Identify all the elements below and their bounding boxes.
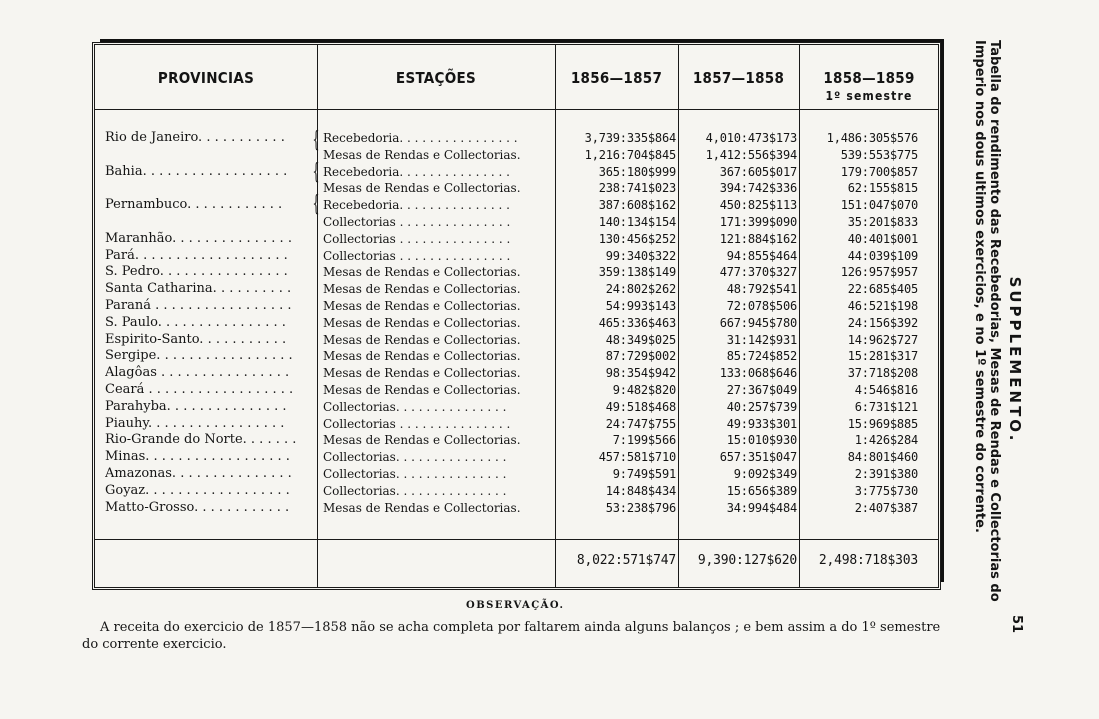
brace-pernambuco: { [312, 192, 320, 217]
table-row [95, 416, 938, 432]
station-cell: Mesas de Rendas e Collectorias. [323, 299, 521, 313]
table-row [95, 180, 938, 196]
value-1857-1858: 367:605$017 [719, 164, 797, 179]
value-1858-1859: 1,486:305$576 [826, 131, 918, 145]
table-row [95, 147, 938, 163]
header-1858-1859: 1858—1859 [823, 69, 915, 87]
value-1858-1859: 2:407$387 [854, 500, 918, 515]
value-1857-1858: 48:792$541 [726, 282, 797, 297]
province-cell: Matto-Grosso. . . . . . . . . . . . [105, 499, 290, 515]
value-1858-1859: 6:731$121 [854, 399, 918, 414]
header-provincias: PROVINCIAS [157, 69, 255, 87]
value-1857-1858: 72:078$506 [726, 299, 797, 313]
station-cell: Collectorias . . . . . . . . . . . . . . . [323, 416, 511, 431]
value-1857-1858: 657:351$047 [719, 450, 797, 465]
station-cell: Collectorias. . . . . . . . . . . . . . . [323, 399, 507, 414]
province-cell: Pernambuco. . . . . . . . . . . . [105, 197, 283, 213]
province-cell: S. Paulo. . . . . . . . . . . . . . . . [105, 314, 286, 330]
station-cell: Collectorias . . . . . . . . . . . . . . . [323, 215, 511, 229]
province-cell: Alagôas . . . . . . . . . . . . . . . . [105, 365, 290, 381]
value-1857-1858: 34:994$484 [726, 500, 797, 515]
value-1856-1857: 87:729$002 [605, 349, 676, 364]
value-1857-1858: 477:370$327 [719, 265, 797, 280]
table-row [95, 466, 938, 482]
table-row [95, 248, 938, 264]
province-cell: Maranhão. . . . . . . . . . . . . . . [105, 230, 292, 246]
value-1858-1859: 2:391$380 [854, 467, 918, 481]
value-1856-1857: 9:482$820 [612, 383, 676, 397]
value-1857-1858: 15:010$930 [726, 433, 797, 448]
value-1857-1858: 667:945$780 [719, 315, 797, 330]
value-1858-1859: 46:521$198 [847, 299, 918, 313]
province-cell: Ceará . . . . . . . . . . . . . . . . . . [105, 382, 294, 397]
province-cell: Paraná . . . . . . . . . . . . . . . . . [105, 298, 292, 313]
province-cell: Rio de Janeiro. . . . . . . . . . . [105, 130, 285, 145]
value-1858-1859: 15:281$317 [847, 349, 918, 364]
value-1858-1859: 40:401$001 [847, 231, 918, 246]
value-1858-1859: 62:155$815 [847, 181, 918, 196]
station-cell: Mesas de Rendas e Collectorias. [323, 433, 521, 448]
province-cell: Piauhy. . . . . . . . . . . . . . . . . [105, 415, 285, 431]
province-cell: Minas. . . . . . . . . . . . . . . . . . [105, 449, 290, 465]
station-cell: Mesas de Rendas e Collectorias. [323, 147, 521, 162]
station-cell: Collectorias . . . . . . . . . . . . . . . [323, 248, 511, 263]
brace-rio: { [312, 128, 320, 153]
value-1856-1857: 359:138$149 [598, 265, 676, 280]
table-row [95, 332, 938, 348]
province-cell: Goyaz. . . . . . . . . . . . . . . . . . [105, 482, 290, 498]
value-1857-1858: 31:142$931 [726, 332, 797, 347]
value-1858-1859: 1:426$284 [854, 433, 918, 448]
value-1857-1858: 1,412:556$394 [705, 147, 797, 162]
value-1857-1858: 394:742$336 [719, 181, 797, 196]
value-1858-1859: 14:962$727 [847, 332, 918, 347]
value-1856-1857: 7:199$566 [612, 433, 676, 448]
side-caption-block [944, 40, 1024, 680]
value-1857-1858: 40:257$739 [726, 399, 797, 414]
header-1858-1859-sub: 1º semestre [825, 89, 913, 103]
table-row [95, 197, 938, 213]
table-row [95, 365, 938, 381]
station-cell: Mesas de Rendas e Collectorias. [323, 332, 521, 347]
province-cell: Sergipe. . . . . . . . . . . . . . . . . [105, 348, 293, 364]
province-cell: Pará. . . . . . . . . . . . . . . . . . . [105, 247, 288, 263]
value-1856-1857: 98:354$942 [605, 366, 676, 381]
value-1858-1859: 44:039$109 [847, 248, 918, 263]
value-1858-1859: 22:685$405 [847, 282, 918, 297]
table-row [95, 500, 938, 516]
table-row [95, 432, 938, 448]
value-1857-1858: 15:656$389 [726, 483, 797, 498]
province-cell: Rio-Grande do Norte. . . . . . . [105, 432, 297, 448]
brace-bahia: { [312, 160, 320, 185]
table-row [95, 382, 938, 398]
value-1857-1858: 49:933$301 [726, 416, 797, 431]
station-cell: Recebedoria. . . . . . . . . . . . . . . . [323, 131, 518, 145]
header-1856-1857: 1856—1857 [570, 69, 663, 87]
value-1857-1858: 85:724$852 [726, 349, 797, 364]
value-1858-1859: 4:546$816 [854, 383, 918, 397]
station-cell: Mesas de Rendas e Collectorias. [323, 366, 521, 381]
table-row [95, 164, 938, 180]
value-1858-1859: 37:718$208 [847, 366, 918, 381]
value-1858-1859: 126:957$957 [840, 265, 918, 280]
station-cell: Recebedoria. . . . . . . . . . . . . . . [323, 164, 510, 179]
province-cell: Parahyba. . . . . . . . . . . . . . . [105, 398, 287, 414]
value-1857-1858: 27:367$049 [726, 383, 797, 397]
province-cell: S. Pedro. . . . . . . . . . . . . . . . [105, 264, 288, 280]
station-cell: Mesas de Rendas e Collectorias. [323, 181, 521, 196]
station-cell: Mesas de Rendas e Collectorias. [323, 349, 521, 364]
value-1856-1857: 1,216:704$845 [584, 147, 676, 162]
value-1856-1857: 3,739:335$864 [584, 131, 676, 145]
table-row [95, 231, 938, 247]
value-1856-1857: 53:238$796 [605, 500, 676, 515]
station-cell: Mesas de Rendas e Collectorias. [323, 383, 521, 397]
province-cell: Espirito-Santo. . . . . . . . . . . [105, 331, 287, 347]
value-1856-1857: 140:134$154 [598, 215, 676, 229]
value-1856-1857: 387:608$162 [598, 198, 676, 213]
station-cell: Mesas de Rendas e Collectorias. [323, 265, 521, 280]
value-1857-1858: 4,010:473$173 [705, 131, 797, 145]
table-row [95, 214, 938, 230]
value-1858-1859: 35:201$833 [847, 215, 918, 229]
observation-text: A receita do exercicio de 1857—1858 não se acha completa por faltarem ainda alguns balanços ; e bem assim a do 1º semestre do corrente exercicio. [82, 620, 941, 652]
value-1856-1857: 54:993$143 [605, 299, 676, 313]
table-row [95, 348, 938, 364]
value-1856-1857: 365:180$999 [598, 164, 676, 179]
station-cell: Collectorias. . . . . . . . . . . . . . . [323, 467, 507, 481]
table-row [95, 315, 938, 331]
table-row [95, 298, 938, 314]
value-1856-1857: 24:802$262 [605, 282, 676, 297]
province-cell: Santa Catharina. . . . . . . . . . [105, 281, 292, 297]
value-1856-1857: 99:340$322 [605, 248, 676, 263]
value-1858-1859: 3:775$730 [854, 483, 918, 498]
total-1857-1858: 9,390:127$620 [697, 553, 797, 568]
value-1856-1857: 130:456$252 [598, 231, 676, 246]
station-cell: Mesas de Rendas e Collectorias. [323, 282, 521, 297]
value-1857-1858: 121:884$162 [719, 231, 797, 246]
table-row [95, 281, 938, 297]
table-row [95, 399, 938, 415]
station-cell: Recebedoria. . . . . . . . . . . . . . . [323, 198, 510, 213]
value-1857-1858: 94:855$464 [726, 248, 797, 263]
total-1856-1857: 8,022:571$747 [576, 553, 676, 568]
totals-row [95, 553, 938, 569]
value-1856-1857: 9:749$591 [612, 467, 676, 481]
value-1857-1858: 9:092$349 [733, 467, 797, 481]
value-1858-1859: 84:801$460 [847, 450, 918, 465]
value-1858-1859: 15:969$885 [847, 416, 918, 431]
value-1858-1859: 539:553$775 [840, 147, 918, 162]
total-1858-1859: 2,498:718$303 [818, 553, 918, 568]
station-cell: Collectorias. . . . . . . . . . . . . . . [323, 450, 507, 465]
value-1856-1857: 14:848$434 [605, 483, 676, 498]
value-1856-1857: 48:349$025 [605, 332, 676, 347]
value-1856-1857: 457:581$710 [598, 450, 676, 465]
province-cell: Bahia. . . . . . . . . . . . . . . . . . [105, 163, 288, 179]
value-1858-1859: 24:156$392 [847, 315, 918, 330]
value-1857-1858: 171:399$090 [719, 215, 797, 229]
header-1857-1858: 1857—1858 [692, 69, 785, 87]
station-cell: Collectorias. . . . . . . . . . . . . . . [323, 483, 507, 498]
value-1856-1857: 238:741$023 [598, 181, 676, 196]
observation-title: OBSERVAÇÃO. [466, 600, 565, 611]
table-row [95, 449, 938, 465]
supplement-heading: SUPPLEMENTO. [1006, 276, 1024, 444]
value-1858-1859: 151:047$070 [840, 198, 918, 213]
table-row [95, 130, 938, 146]
value-1857-1858: 450:825$113 [719, 198, 797, 213]
table-row [95, 264, 938, 280]
table-caption: Tabella do rendimento das Recebedorias, Mesas de Rendas e Collectorias do Imperio nos dous ultimos exercicios, e no 1º semestre do corrente. [972, 40, 1002, 602]
value-1856-1857: 49:518$468 [605, 399, 676, 414]
header-estacoes: ESTAÇÕES [395, 69, 477, 87]
province-cell: Amazonas. . . . . . . . . . . . . . . [105, 466, 292, 481]
value-1858-1859: 179:700$857 [840, 164, 918, 179]
value-1856-1857: 24:747$755 [605, 416, 676, 431]
station-cell: Mesas de Rendas e Collectorias. [323, 315, 521, 330]
station-cell: Collectorias . . . . . . . . . . . . . . . [323, 231, 511, 246]
revenue-table [92, 42, 941, 590]
page-number: 51 [1009, 615, 1024, 634]
value-1857-1858: 133:068$646 [719, 366, 797, 381]
table-row [95, 483, 938, 499]
value-1856-1857: 465:336$463 [598, 315, 676, 330]
station-cell: Mesas de Rendas e Collectorias. [323, 500, 521, 515]
